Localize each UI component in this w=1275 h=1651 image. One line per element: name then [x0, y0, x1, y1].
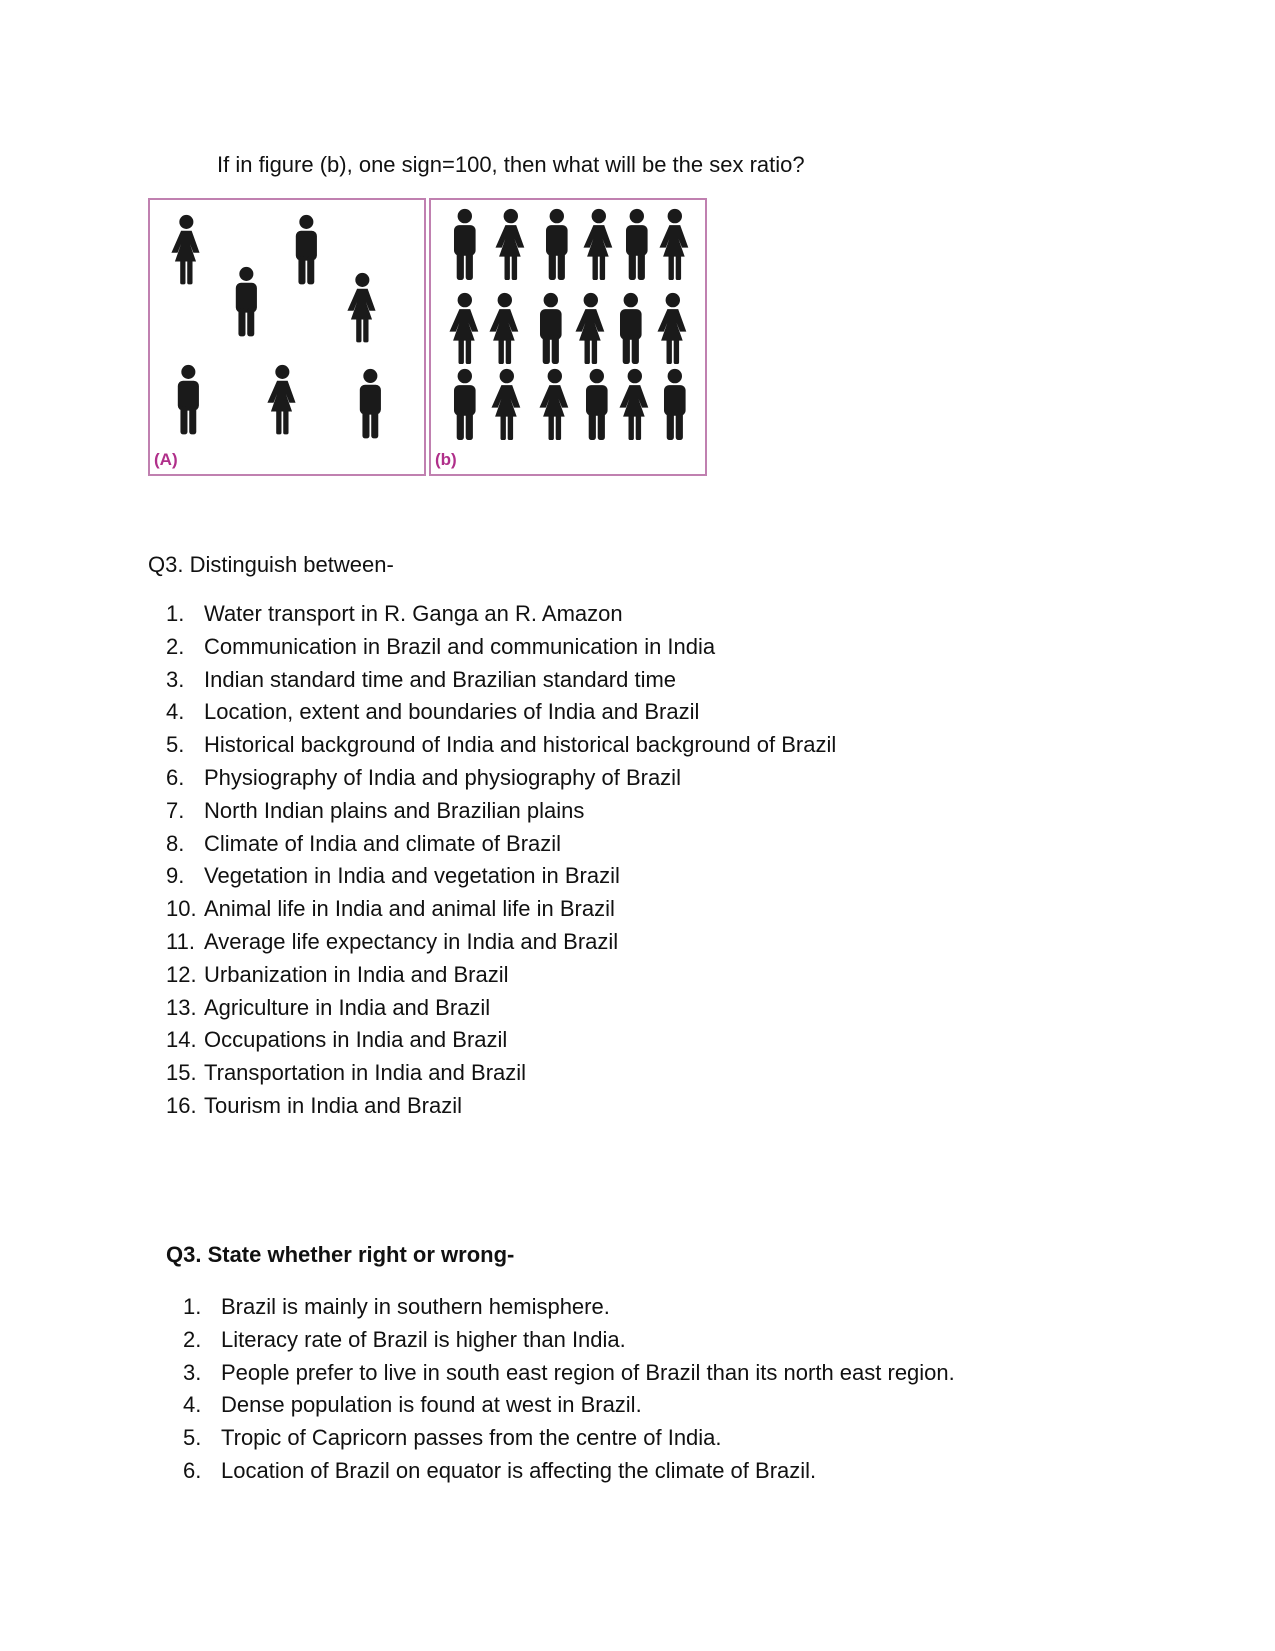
item-number: 12. [166, 961, 197, 987]
item-text: Transportation in India and Brazil [204, 1060, 527, 1086]
list-item [166, 828, 1066, 861]
item-text: Tropic of Capricorn passes from the centre of India. [221, 1425, 722, 1451]
list-item [166, 795, 1066, 828]
item-number: 16. [166, 1092, 197, 1118]
figure-panel-b [429, 198, 707, 476]
figure-panel-a [148, 198, 426, 476]
item-number: 10. [166, 896, 197, 922]
item-text: Location of Brazil on equator is affecting the climate of Brazil. [221, 1457, 817, 1483]
item-text: Historical background of India and historical background of Brazil [204, 732, 837, 758]
item-number: 6. [166, 764, 185, 790]
item-number: 3. [183, 1359, 202, 1385]
list-item [183, 1389, 1083, 1422]
list-item [166, 1024, 1066, 1057]
item-number: 2. [166, 633, 185, 659]
item-text: Vegetation in India and vegetation in Brazil [204, 863, 620, 889]
section-heading-distinguish: Q3. Distinguish between- [148, 552, 394, 577]
item-text: Water transport in R. Ganga an R. Amazon [204, 601, 623, 626]
item-number: 4. [183, 1392, 202, 1418]
list-item [166, 860, 1066, 893]
list-item [166, 762, 1066, 795]
list-item [166, 1090, 1066, 1123]
item-text: Climate of India and climate of Brazil [204, 830, 562, 856]
list-item [166, 1057, 1066, 1090]
list-item [183, 1291, 1083, 1324]
section-heading-right-or-wrong: Q3. State whether right or wrong- [166, 1242, 515, 1267]
item-text: Agriculture in India and Brazil [204, 994, 491, 1020]
list-item [166, 992, 1066, 1025]
item-number: 15. [166, 1060, 197, 1086]
item-number: 3. [166, 666, 185, 692]
item-text: North Indian plains and Brazilian plains [204, 797, 585, 823]
list-item [183, 1324, 1083, 1357]
item-text: Physiography of India and physiography of Brazil [204, 764, 681, 790]
item-number: 13. [166, 994, 197, 1020]
item-text: Occupations in India and Brazil [204, 1027, 508, 1053]
item-number: 4. [166, 699, 185, 725]
item-text: Location, extent and boundaries of India and Brazil [204, 699, 700, 725]
question-text: If in figure (b), one sign=100, then what will be the sex ratio? [217, 152, 805, 177]
item-number: 9. [166, 863, 185, 889]
list-item [183, 1422, 1083, 1455]
list-item [166, 664, 1066, 697]
item-text: Animal life in India and animal life in Brazil [204, 896, 615, 922]
list-item [183, 1357, 1083, 1390]
item-number: 6. [183, 1457, 202, 1483]
item-number: 2. [183, 1326, 202, 1352]
panel-b-label: (b) [435, 450, 457, 469]
item-text: Brazil is mainly in southern hemisphere. [221, 1294, 610, 1319]
list-item [166, 696, 1066, 729]
item-number: 5. [166, 732, 185, 758]
item-number: 14. [166, 1027, 197, 1053]
list-item [183, 1455, 1083, 1488]
item-text: Average life expectancy in India and Brazil [204, 928, 619, 954]
item-text: Tourism in India and Brazil [204, 1092, 463, 1118]
item-text: Literacy rate of Brazil is higher than India. [221, 1326, 626, 1352]
panel-a-label: (A) [154, 450, 178, 469]
item-number: 1. [166, 601, 185, 626]
list-item [166, 729, 1066, 762]
list-item [166, 631, 1066, 664]
item-text: Dense population is found at west in Brazil. [221, 1392, 642, 1418]
item-text: Urbanization in India and Brazil [204, 961, 509, 987]
item-text: Communication in Brazil and communication in India [204, 633, 716, 659]
item-number: 8. [166, 830, 185, 856]
item-number: 1. [183, 1294, 202, 1319]
list-item [166, 893, 1066, 926]
item-number: 11. [166, 928, 195, 954]
item-number: 7. [166, 797, 185, 823]
item-text: People prefer to live in south east region of Brazil than its north east region. [221, 1359, 955, 1385]
list-item [166, 926, 1066, 959]
item-number: 5. [183, 1425, 202, 1451]
right-or-wrong-list [183, 1291, 1083, 1488]
list-item [166, 959, 1066, 992]
distinguish-list [166, 598, 1066, 1123]
list-item [166, 598, 1066, 631]
item-text: Indian standard time and Brazilian standard time [204, 666, 677, 692]
